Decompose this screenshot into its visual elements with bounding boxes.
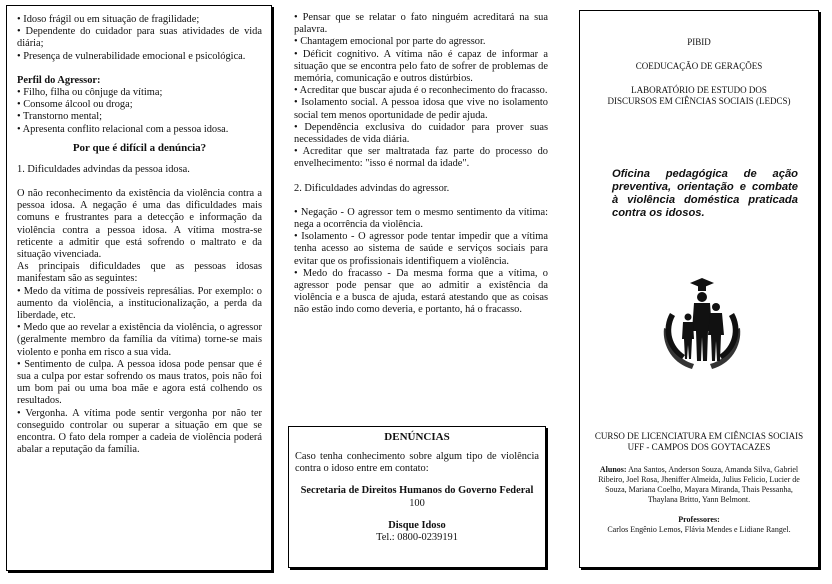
difficulty-item: • Isolamento social. A pessoa idosa que vive no isolamento social tem menos oportunidade de pedir ajuda. [294,97,548,121]
pibid-label: PIBID [687,37,711,47]
hotline-phone: Tel.: 0800-0239191 [376,532,458,544]
bullet-item: • Idoso frágil ou em situação de fragilidade; [17,14,200,25]
denuncias-title: DENÚNCIAS [384,431,450,443]
difficulty-item: • Vergonha. A vítima pode sentir vergonha por não ter conseguido controlar ou superar a situação em que se encontra. O fato dela romper a cadeia de violência poderá abalar a reputação da família. [17,407,262,456]
professors-names: Carlos Engênio Lemos, Flávia Mendes e Lidiane Rangel. [607,525,791,534]
course-line1: CURSO DE LICENCIATURA EM CIÊNCIAS SOCIAIS [594,431,804,441]
difficulty-item: • Chantagem emocional por parte do agressor. [294,36,486,48]
difficulty-item: • Pensar que se relatar o fato ninguém acreditará na sua palavra. [294,12,548,36]
section-heading: Por que é difícil a denúncia? [72,141,207,154]
paragraph: As principais dificuldades que as pessoas idosas manifestam são as seguintes: [17,261,262,285]
aggressor-profile-title: Perfil do Agressor: [17,74,101,86]
bullet-item: • Presença de vulnerabilidade emocional e psicológica. [17,50,246,62]
professors-label: Professores: [678,515,720,524]
aggressor-item: • Apresenta conflito relacional com a pessoa idosa. [17,123,229,135]
difficulty-item: • Acreditar que buscar ajuda é o reconhecimento do fracasso. [294,85,548,97]
hotline-name: Disque Idoso [388,519,446,531]
difficulty-item: • Medo da vítima de possíveis represálias. Por exemplo: o aumento da violência, a institucionalização, a perda da liberdade, etc. [17,285,262,322]
cover-title: Oficina pedagógica de ação preventiva, orientação e combate à violência doméstica praticada contra os idosos. [612,168,798,219]
denuncias-org: Secretaria de Direitos Humanos do Governo Federal [300,485,534,497]
difficulty-item: • Déficit cognitivo. A vítima não é capaz de informar a situação que se encontra pelo fato de sofrer de problemas de memória, comunicação e outros distúrbios. [294,48,548,85]
middle-panel [288,8,550,428]
students-list [594,465,804,505]
lab-name-line1: LABORATÓRIO DE ESTUDO DOS [631,85,767,95]
course-line2: UFF - CAMPOS DOS GOYTACAZES [627,442,771,452]
denuncias-box [288,426,546,568]
aggressor-difficulty-item: • Isolamento - O agressor pode tentar impedir que a vítima tenha acesso ao sistema de saúde e serviços sociais para evitar que os profissionais identifiquem a violência. [294,231,548,267]
denuncias-text: Caso tenha conhecimento sobre algum tipo de violência contra o idoso entre em contato: [295,451,539,475]
aggressor-difficulty-item: • Negação - O agressor tem o mesmo sentimento da vítima: nega a ocorrência da violência. [294,206,548,231]
subheading: 1. Dificuldades advindas da pessoa idosa. [17,163,190,175]
denuncias-org-number: 100 [409,497,425,509]
difficulty-item: • Dependência exclusiva do cuidador para prover suas necessidades de vida diária. [294,121,548,146]
lab-name-line2: DISCURSOS EM CIÊNCIAS SOCIAIS (LEDCS) [607,96,791,106]
paragraph: O não reconhecimento da existência da violência contra a pessoa idosa. A negação é uma das dificuldades mais comuns e frustrantes para a detecção e informação da violência contra a pessoa idosa. A vítima mostra-se reticente a admitir que está sofrendo o maltrato e da situação vivenciada. [17,188,262,261]
cover-panel [579,10,819,568]
aggressor-item: • Consome álcool ou droga; [17,99,133,111]
difficulty-item: • Sentimento de culpa. A pessoa idosa pode pensar que é sua a culpa por estar sofrendo os maus tratos, pois não foi um bom pai ou uma boa mãe e agora está colhendo os resultados. [17,358,262,407]
aggressor-item: • Filho, filha ou cônjuge da vítima; [17,87,163,99]
aggressor-difficulty-item: • Medo do fracasso - Da mesma forma que a vítima, o agressor pode pensar que ao admitir a existência da violência e a busca de ajuda, estará atestando que as coisas não estão indo como deveria, e portanto, há o fracasso. [294,267,548,316]
left-panel [6,5,272,571]
aggressor-item: • Transtorno mental; [17,111,103,123]
bullet-item: • Dependente do cuidador para suas atividades de vida diária; [17,26,262,50]
difficulty-item: • Medo que ao revelar a existência da violência, o agressor (geralmente membro da família da vítima) torne-se mais violento e ponha em risco a sua vida. [17,322,262,358]
family-globe-logo [652,273,752,373]
students-names: Ana Santos, Anderson Souza, Amanda Silva, Gabriel Ribeiro, Joel Rosa, Jheniffer Almeida, Julius Felicio, Lucier de Souza, Mariana Coelho, Mayara Miranda, Thais Pessanha, Thaylana Britto, Yann Belmont. [598,465,800,504]
students-label: Alunos: [599,465,627,474]
coeducacao-label: COEDUCAÇÃO DE GERAÇÕES [635,61,763,71]
subheading: 2. Dificuldades advindas do agressor. [294,182,450,194]
difficulty-item: • Acreditar que ser maltratada faz parte do processo do envelhecimento: "isso é normal da idade". [294,146,548,170]
